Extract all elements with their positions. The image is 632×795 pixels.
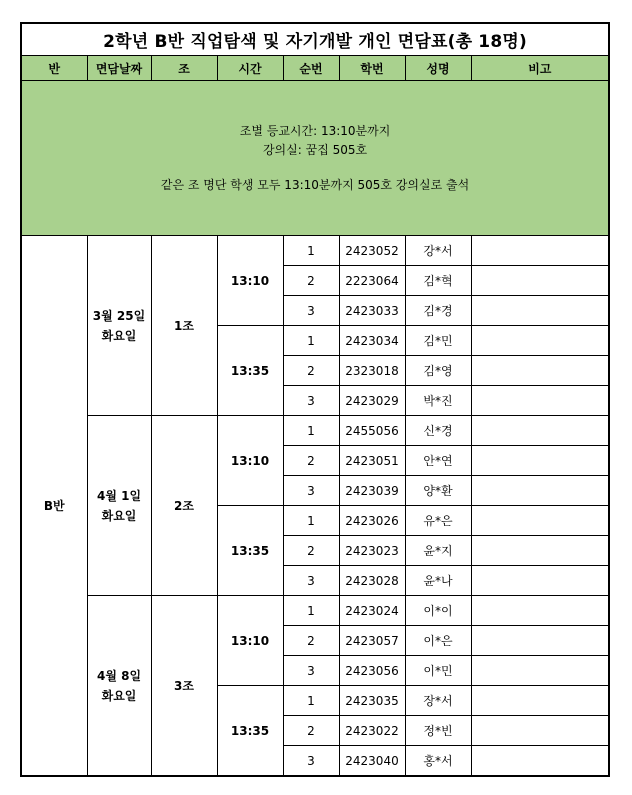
student-name-cell: 김*민 xyxy=(405,326,471,356)
note-cell xyxy=(471,236,609,266)
notice-spacer xyxy=(22,160,608,176)
header-time: 시간 xyxy=(217,56,283,81)
note-cell xyxy=(471,746,609,777)
notice-arrival-time: 조별 등교시간: 13:10분까지 xyxy=(239,123,391,138)
student-id-cell: 2423022 xyxy=(339,716,405,746)
interview-day: 화요일 xyxy=(101,508,137,523)
order-cell: 3 xyxy=(283,746,339,777)
group-cell: 3조 xyxy=(151,596,217,777)
student-name-cell: 김*경 xyxy=(405,296,471,326)
student-id-cell: 2423033 xyxy=(339,296,405,326)
order-cell: 2 xyxy=(283,536,339,566)
order-cell: 2 xyxy=(283,446,339,476)
note-cell xyxy=(471,656,609,686)
header-group: 조 xyxy=(151,56,217,81)
notice-box xyxy=(21,81,609,236)
student-id-cell: 2423035 xyxy=(339,686,405,716)
note-cell xyxy=(471,476,609,506)
student-id-cell: 2423028 xyxy=(339,566,405,596)
student-id-cell: 2423040 xyxy=(339,746,405,777)
interview-date: 3월 25일 xyxy=(92,308,146,323)
time-cell: 13:35 xyxy=(217,506,283,596)
order-cell: 1 xyxy=(283,506,339,536)
table-row xyxy=(21,416,609,446)
student-id-cell: 2423026 xyxy=(339,506,405,536)
student-id-cell: 2223064 xyxy=(339,266,405,296)
order-cell: 2 xyxy=(283,356,339,386)
order-cell: 1 xyxy=(283,236,339,266)
notice-row xyxy=(21,81,609,236)
time-cell: 13:10 xyxy=(217,596,283,686)
interview-day: 화요일 xyxy=(101,328,137,343)
student-name-cell: 이*민 xyxy=(405,656,471,686)
order-cell: 2 xyxy=(283,716,339,746)
header-note: 비고 xyxy=(471,56,609,81)
note-cell xyxy=(471,266,609,296)
student-id-cell: 2423056 xyxy=(339,656,405,686)
header-class: 반 xyxy=(21,56,87,81)
date-cell xyxy=(87,236,151,416)
time-cell: 13:10 xyxy=(217,416,283,506)
student-name-cell: 윤*지 xyxy=(405,536,471,566)
note-cell xyxy=(471,446,609,476)
note-cell xyxy=(471,386,609,416)
order-cell: 3 xyxy=(283,296,339,326)
note-cell xyxy=(471,506,609,536)
student-id-cell: 2455056 xyxy=(339,416,405,446)
student-id-cell: 2323018 xyxy=(339,356,405,386)
student-name-cell: 안*연 xyxy=(405,446,471,476)
header-name: 성명 xyxy=(405,56,471,81)
table-body xyxy=(21,23,609,776)
student-id-cell: 2423029 xyxy=(339,386,405,416)
student-name-cell: 김*혁 xyxy=(405,266,471,296)
note-cell xyxy=(471,296,609,326)
order-cell: 3 xyxy=(283,656,339,686)
table-row xyxy=(21,596,609,626)
date-cell xyxy=(87,596,151,777)
order-cell: 3 xyxy=(283,476,339,506)
interview-table xyxy=(20,22,610,777)
header-student-id: 학번 xyxy=(339,56,405,81)
student-name-cell: 이*이 xyxy=(405,596,471,626)
order-cell: 1 xyxy=(283,686,339,716)
note-cell xyxy=(471,566,609,596)
student-name-cell: 신*경 xyxy=(405,416,471,446)
student-name-cell: 김*영 xyxy=(405,356,471,386)
order-cell: 1 xyxy=(283,416,339,446)
notice-attendance: 같은 조 명단 학생 모두 13:10분까지 505호 강의실로 출석 xyxy=(160,177,470,192)
student-id-cell: 2423023 xyxy=(339,536,405,566)
table-row xyxy=(21,236,609,266)
order-cell: 1 xyxy=(283,596,339,626)
student-name-cell: 윤*나 xyxy=(405,566,471,596)
notice-classroom: 강의실: 꿈집 505호 xyxy=(262,142,368,157)
interview-day: 화요일 xyxy=(101,688,137,703)
note-cell xyxy=(471,326,609,356)
time-cell: 13:35 xyxy=(217,326,283,416)
student-name-cell: 이*은 xyxy=(405,626,471,656)
order-cell: 3 xyxy=(283,566,339,596)
note-cell xyxy=(471,416,609,446)
student-name-cell: 양*환 xyxy=(405,476,471,506)
order-cell: 3 xyxy=(283,386,339,416)
header-order: 순번 xyxy=(283,56,339,81)
page-title: 2학년 B반 직업탐색 및 자기개발 개인 면담표(총 18명) xyxy=(21,23,609,56)
student-name-cell: 박*진 xyxy=(405,386,471,416)
note-cell xyxy=(471,686,609,716)
student-name-cell: 강*서 xyxy=(405,236,471,266)
order-cell: 1 xyxy=(283,326,339,356)
student-id-cell: 2423057 xyxy=(339,626,405,656)
order-cell: 2 xyxy=(283,626,339,656)
student-name-cell: 홍*서 xyxy=(405,746,471,777)
time-cell: 13:35 xyxy=(217,686,283,777)
student-id-cell: 2423024 xyxy=(339,596,405,626)
student-id-cell: 2423034 xyxy=(339,326,405,356)
student-name-cell: 장*서 xyxy=(405,686,471,716)
header-date: 면담날짜 xyxy=(87,56,151,81)
time-cell: 13:10 xyxy=(217,236,283,326)
date-cell xyxy=(87,416,151,596)
group-cell: 1조 xyxy=(151,236,217,416)
student-name-cell: 유*은 xyxy=(405,506,471,536)
interview-date: 4월 8일 xyxy=(96,668,142,683)
student-id-cell: 2423039 xyxy=(339,476,405,506)
title-row xyxy=(21,23,609,56)
note-cell xyxy=(471,596,609,626)
class-cell: B반 xyxy=(21,236,87,777)
interview-date: 4월 1일 xyxy=(96,488,142,503)
note-cell xyxy=(471,356,609,386)
student-id-cell: 2423051 xyxy=(339,446,405,476)
note-cell xyxy=(471,716,609,746)
order-cell: 2 xyxy=(283,266,339,296)
student-id-cell: 2423052 xyxy=(339,236,405,266)
header-row xyxy=(21,56,609,81)
note-cell xyxy=(471,536,609,566)
group-cell: 2조 xyxy=(151,416,217,596)
note-cell xyxy=(471,626,609,656)
schedule-sheet xyxy=(20,22,608,777)
student-name-cell: 정*빈 xyxy=(405,716,471,746)
